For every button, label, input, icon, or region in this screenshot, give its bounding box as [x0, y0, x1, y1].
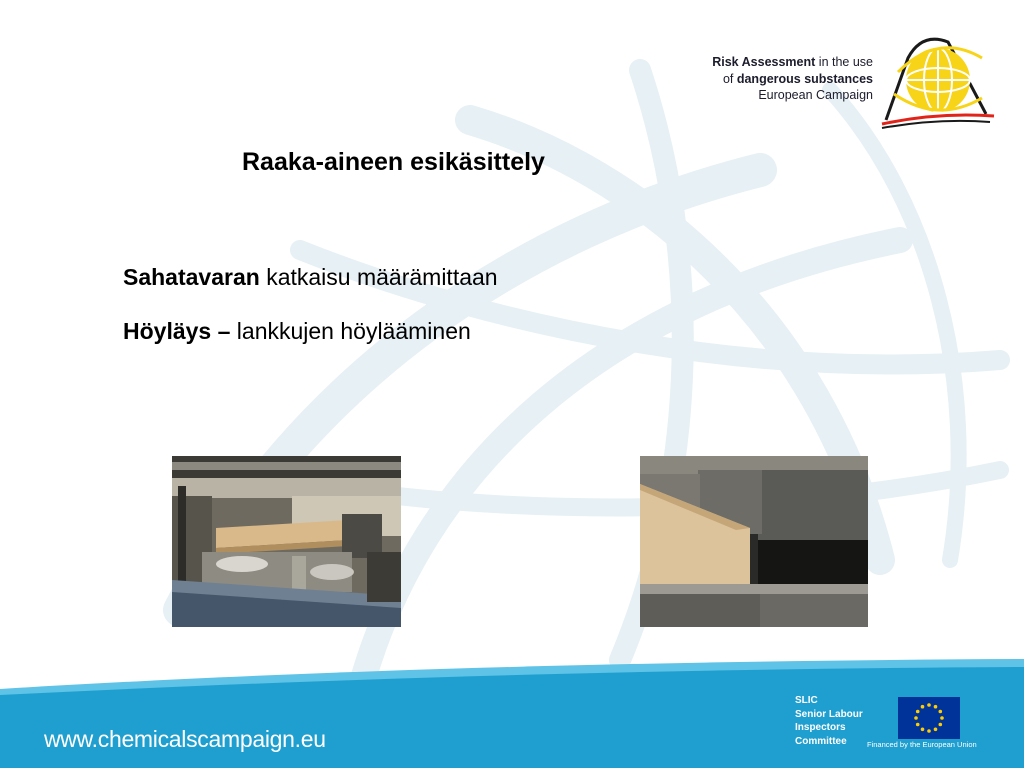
- bullet-line-planing: [123, 318, 471, 345]
- bullet-line-cutting: [123, 264, 498, 291]
- planing-machine-photo: [640, 456, 868, 627]
- slic-logo: SLIC Senior Labour Inspectors Committee: [795, 695, 863, 747]
- bullet-line-term: Sahatavaran: [123, 264, 260, 290]
- bullet-line-text: katkaisu määrämittaan: [259, 264, 498, 290]
- sawmill-crosscut-photo: [172, 456, 401, 627]
- slide-title: Raaka-aineen esikäsittely: [242, 148, 545, 176]
- campaign-logo: [700, 28, 1000, 138]
- eu-funding-caption: Financed by the European Union: [867, 740, 977, 749]
- globe-triangle-icon: [878, 28, 998, 132]
- campaign-logo-text: Risk Assessment in the use of dangerous substances European Campaign: [712, 55, 873, 102]
- campaign-website-link[interactable]: www.chemicalscampaign.eu: [44, 726, 326, 752]
- bullet-line-term: Höyläys –: [123, 318, 231, 344]
- eu-flag-icon: [898, 697, 960, 739]
- bullet-line-text: lankkujen höylääminen: [230, 318, 471, 344]
